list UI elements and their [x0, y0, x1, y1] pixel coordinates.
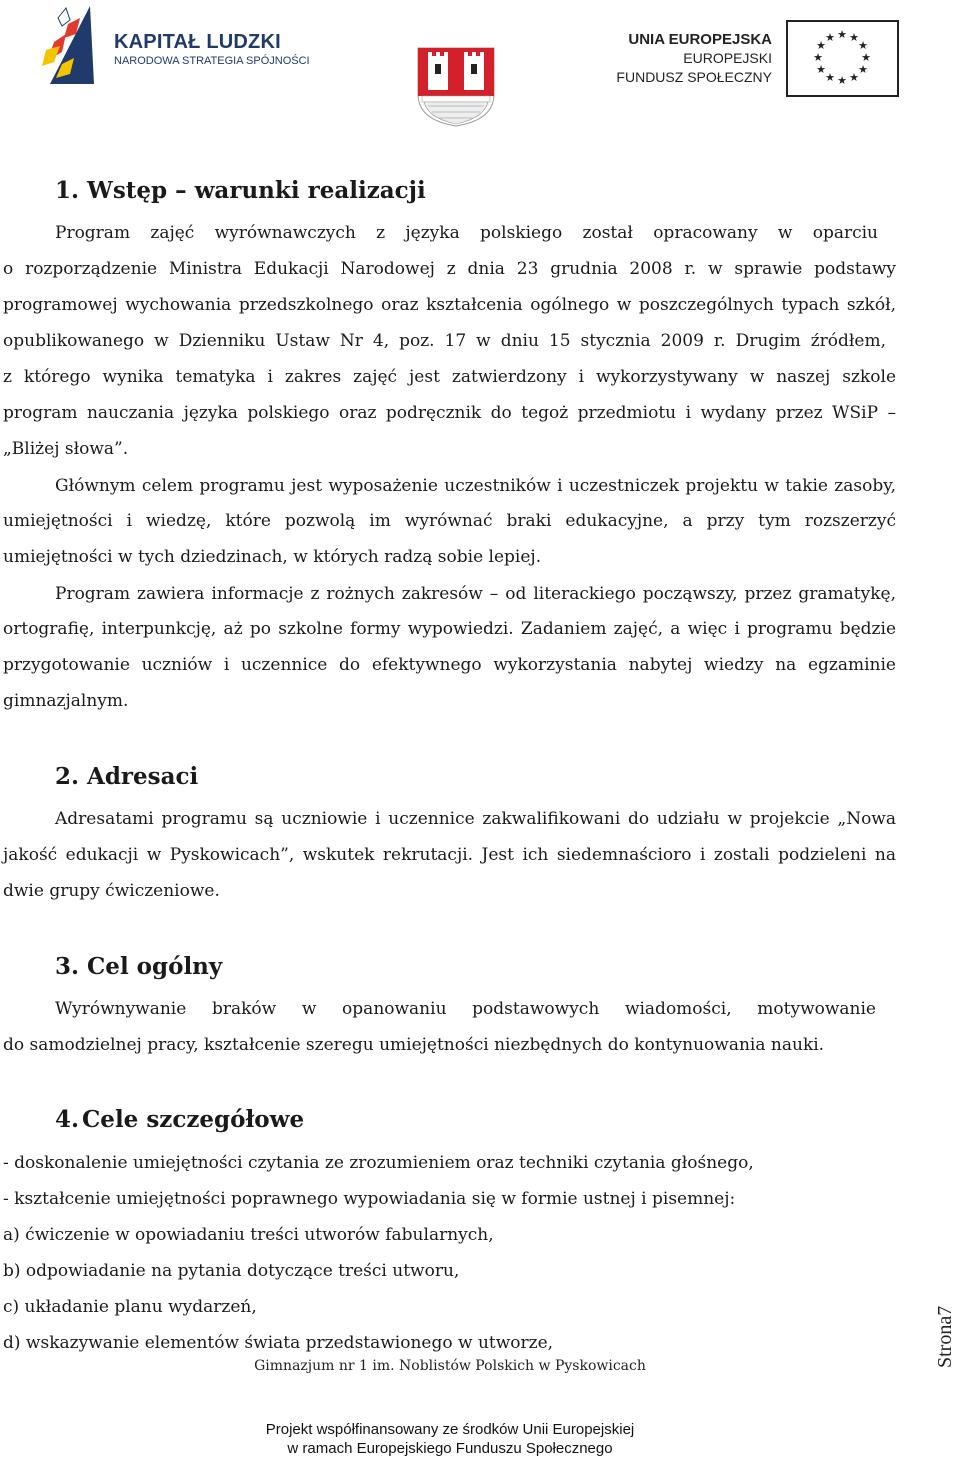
text-line: „Bliżej słowa”.	[3, 439, 129, 459]
section-4-heading	[55, 1106, 304, 1133]
list-item: a) ćwiczenie w opowiadaniu treści utworów fabularnych,	[3, 1225, 494, 1245]
text-line: Adresatami programu są uczniowie i uczennice zakwalifikowani do udziału w projekcie „Nowa	[55, 809, 896, 829]
svg-text:★: ★	[837, 74, 847, 87]
text-line: opublikowanego w Dzienniku Ustaw Nr 4, poz. 17 w dniu 15 stycznia 2009 r. Drugim źródłem,	[3, 331, 886, 351]
text-line: przygotowanie uczniów i uczennice do efektywnego wykorzystania nabytej wiedzy na egzaminie	[3, 655, 896, 675]
list-item: - doskonalenie umiejętności czytania ze zrozumieniem oraz techniki czytania głośnego,	[3, 1153, 754, 1173]
section-1-number: 1.	[55, 177, 80, 204]
svg-text:★: ★	[816, 63, 826, 76]
footer-project-line-2: w ramach Europejskiego Funduszu Społecznego	[287, 1440, 613, 1457]
svg-text:★: ★	[813, 51, 823, 64]
kapital-ludzki-logo	[40, 4, 310, 90]
text-line: dwie grupy ćwiczeniowe.	[3, 881, 220, 901]
svg-text:★: ★	[825, 31, 835, 44]
text-line: umiejętności w tych dziedzinach, w których radzą sobie lepiej.	[3, 547, 542, 567]
section-1-title: Wstęp – warunki realizacji	[87, 177, 426, 204]
text-line: program nauczania języka polskiego oraz podręcznik do tegoż przedmiotu i wydany przez WSiP –	[3, 403, 896, 423]
eu-flag-icon	[786, 20, 899, 97]
text-line: jakość edukacji w Pyskowicach”, wskutek rekrutacji. Jest ich siedemnaścioro i zostali podzieleni na	[3, 845, 896, 865]
city-crest-icon	[414, 44, 498, 128]
eu-line-2: EUROPEJSKI	[683, 50, 772, 66]
section-3-heading	[55, 953, 222, 980]
page-number-label: Strona7	[934, 1305, 956, 1368]
list-item: d) wskazywanie elementów świata przedstawionego w utworze,	[3, 1333, 554, 1353]
section-2-title: Adresaci	[87, 763, 199, 790]
section-3-number: 3.	[55, 953, 80, 980]
page-number	[912, 1290, 960, 1370]
kapital-ludzki-title: KAPITAŁ LUDZKI	[114, 31, 281, 53]
text-line: programowej wychowania przedszkolnego oraz kształcenia ogólnego w poszczególnych typach szkół,	[3, 295, 896, 315]
list-item: b) odpowiadanie na pytania dotyczące treści utworu,	[3, 1261, 460, 1281]
svg-text:★: ★	[849, 31, 859, 44]
kapital-ludzki-subtitle: NARODOWA STRATEGIA SPÓJNOŚCI	[114, 55, 310, 67]
list-item: - kształcenie umiejętności poprawnego wypowiadania się w formie ustnej i pisemnej:	[3, 1189, 736, 1209]
section-4-number: 4.	[55, 1106, 80, 1133]
eu-line-3: FUNDUSZ SPOŁECZNY	[616, 69, 772, 85]
footer-project-note	[0, 1420, 900, 1458]
svg-text:★: ★	[849, 71, 859, 84]
text-line: Głównym celem programu jest wyposażenie uczestników i uczestniczek projektu w takie zasoby,	[55, 476, 896, 496]
svg-text:★: ★	[858, 39, 868, 52]
section-2-heading	[55, 763, 198, 790]
svg-text:★: ★	[837, 28, 847, 41]
footer-school-name: Gimnazjum nr 1 im. Noblistów Polskich w Pyskowicach	[254, 1358, 646, 1374]
text-line: Program zawiera informacje z rożnych zakresów – od literackiego począwszy, przez gramatykę,	[55, 584, 896, 604]
text-line: ortografię, interpunkcję, aż po szkolne formy wypowiedzi. Zadaniem zajęć, a więc i programu będzie	[3, 619, 896, 639]
section-2-number: 2.	[55, 763, 80, 790]
section-3-title: Cel ogólny	[87, 953, 223, 980]
text-line: gimnazjalnym.	[3, 691, 129, 711]
text-line: umiejętności i wiedzę, które pozwolą im wyrównać braki edukacyjne, a przy tym rozszerzyć	[3, 511, 896, 531]
text-line: Wyrównywanie braków w opanowaniu podstawowych wiadomości, motywowanie	[55, 999, 876, 1019]
footer-project-line-1: Projekt współfinansowany ze środków Unii Europejskiej	[265, 1421, 635, 1438]
eu-text-block	[600, 30, 772, 87]
section-1-heading	[55, 177, 426, 204]
svg-text:★: ★	[825, 71, 835, 84]
eu-line-1: UNIA EUROPEJSKA	[628, 31, 772, 48]
text-line: Program zajęć wyrównawczych z języka polskiego został opracowany w oparciu	[55, 223, 878, 243]
list-item: c) układanie planu wydarzeń,	[3, 1297, 257, 1317]
svg-text:★: ★	[858, 63, 868, 76]
kapital-ludzki-emblem-icon	[40, 4, 114, 90]
text-line: z którego wynika tematyka i zakres zajęć jest zatwierdzony i wykorzystywany w naszej szkole	[3, 367, 896, 387]
text-line: o rozporządzenie Ministra Edukacji Narodowej z dnia 23 grudnia 2008 r. w sprawie podstawy	[3, 259, 896, 279]
svg-text:★: ★	[861, 51, 871, 64]
svg-text:★: ★	[816, 39, 826, 52]
section-4-title: Cele szczegółowe	[82, 1106, 305, 1133]
text-line: do samodzielnej pracy, kształcenie szeregu umiejętności niezbędnych do kontynuowania nauki.	[3, 1035, 825, 1055]
